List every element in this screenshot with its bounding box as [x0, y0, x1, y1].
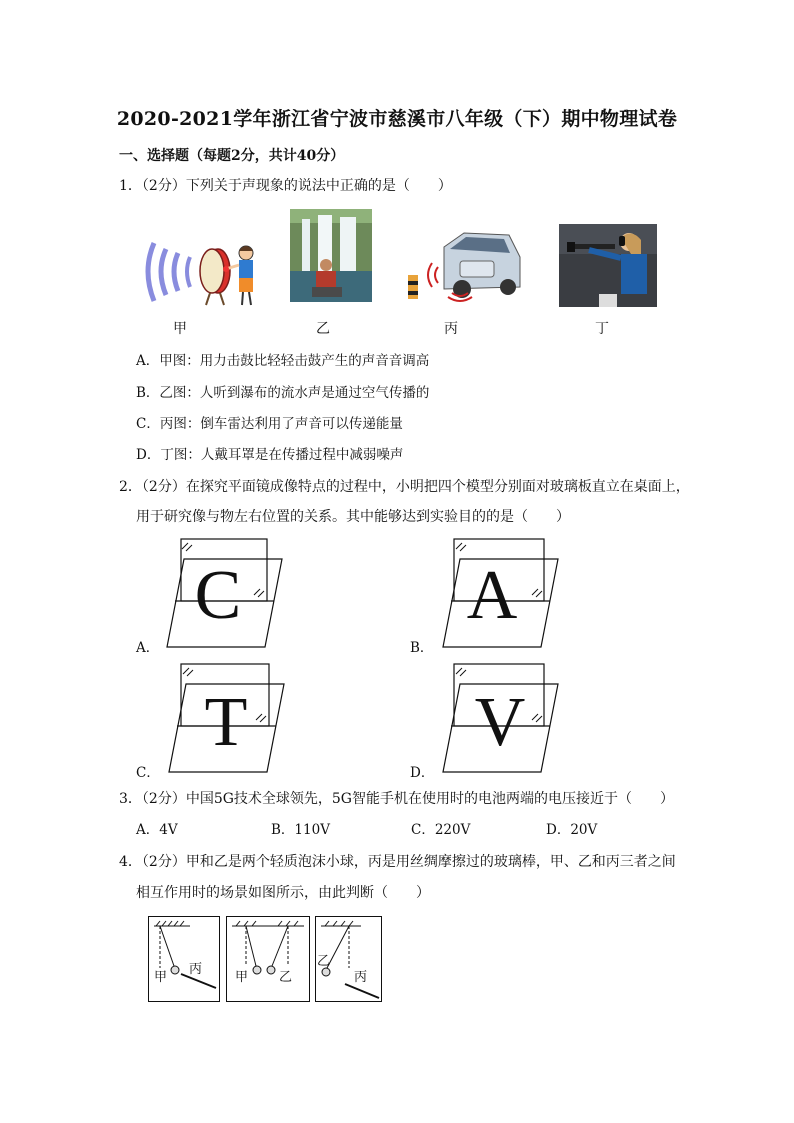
q4-panel1-ball-label: 甲 — [154, 970, 168, 985]
q2-option-c-label[interactable]: C． — [136, 765, 160, 781]
q4-panel3-rod-label: 丙 — [354, 970, 368, 985]
q1-option-d[interactable]: D．丁图：人戴耳罩是在传播过程中减弱噪声 — [136, 447, 404, 463]
q1-caption-yi: 乙 — [316, 321, 330, 337]
q3-stem: 3．（2分）中国5G技术全球领先，5G智能手机在使用时的电池两端的电压接近于（ ） — [119, 791, 674, 807]
q3-option-c[interactable]: C．220V — [411, 822, 471, 838]
q2-option-d-letter: V — [474, 684, 526, 761]
q1-caption-jia: 甲 — [173, 321, 187, 337]
q4-stem-line2: 相互作用时的场景如图所示，由此判断（ ） — [136, 885, 430, 901]
q1-car-radar-image — [404, 227, 524, 305]
q2-option-b-letter: A — [466, 557, 518, 634]
q1-stem: 1．（2分）下列关于声现象的说法中正确的是（ ） — [119, 178, 452, 194]
q1-caption-bing: 丙 — [444, 321, 458, 337]
q3-option-d[interactable]: D．20V — [546, 822, 598, 838]
q1-option-b[interactable]: B．乙图：人听到瀑布的流水声是通过空气传播的 — [136, 385, 430, 401]
q1-option-c[interactable]: C．丙图：倒车雷达利用了声音可以传递能量 — [136, 416, 403, 432]
q2-stem-line1: 2．（2分）在探究平面镜成像特点的过程中，小明把四个模型分别面对玻璃板直立在桌面上， — [119, 479, 690, 495]
q1-drum-image — [140, 235, 265, 307]
q4-panel-1 — [148, 916, 220, 1002]
q4-panel3-ball-label: 乙 — [317, 954, 331, 969]
q2-option-c-letter: T — [204, 684, 248, 761]
q4-panel-2 — [226, 916, 310, 1002]
q1-option-a[interactable]: A．甲图：用力击鼓比轻轻击鼓产生的声音音调高 — [136, 353, 430, 369]
q4-panel2-ball2-label: 乙 — [279, 970, 293, 985]
q3-option-b[interactable]: B．110V — [271, 822, 330, 838]
q2-option-a-letter: C — [194, 557, 242, 634]
q1-caption-ding: 丁 — [595, 321, 609, 337]
q1-shooter-image — [559, 224, 657, 307]
page-title: 2020-2021学年浙江省宁波市慈溪市八年级（下）期中物理试卷 — [116, 108, 678, 130]
q2-stem-line2: 用于研究像与物左右位置的关系。其中能够达到实验目的的是（ ） — [136, 509, 570, 525]
q2-option-a-label[interactable]: A． — [136, 640, 160, 656]
q2-option-b-label[interactable]: B． — [410, 640, 434, 656]
q3-option-a[interactable]: A．4V — [136, 822, 178, 838]
section-heading: 一、选择题（每题2分，共计40分） — [119, 148, 345, 164]
q4-panel2-ball1-label: 甲 — [235, 970, 249, 985]
q2-option-d-label[interactable]: D． — [410, 765, 435, 781]
q1-waterfall-image — [290, 209, 372, 302]
q4-panel1-rod-label: 丙 — [189, 962, 203, 977]
q4-stem-line1: 4．（2分）甲和乙是两个轻质泡沫小球，丙是用丝绸摩擦过的玻璃棒，甲、乙和丙三者之间 — [119, 854, 676, 870]
